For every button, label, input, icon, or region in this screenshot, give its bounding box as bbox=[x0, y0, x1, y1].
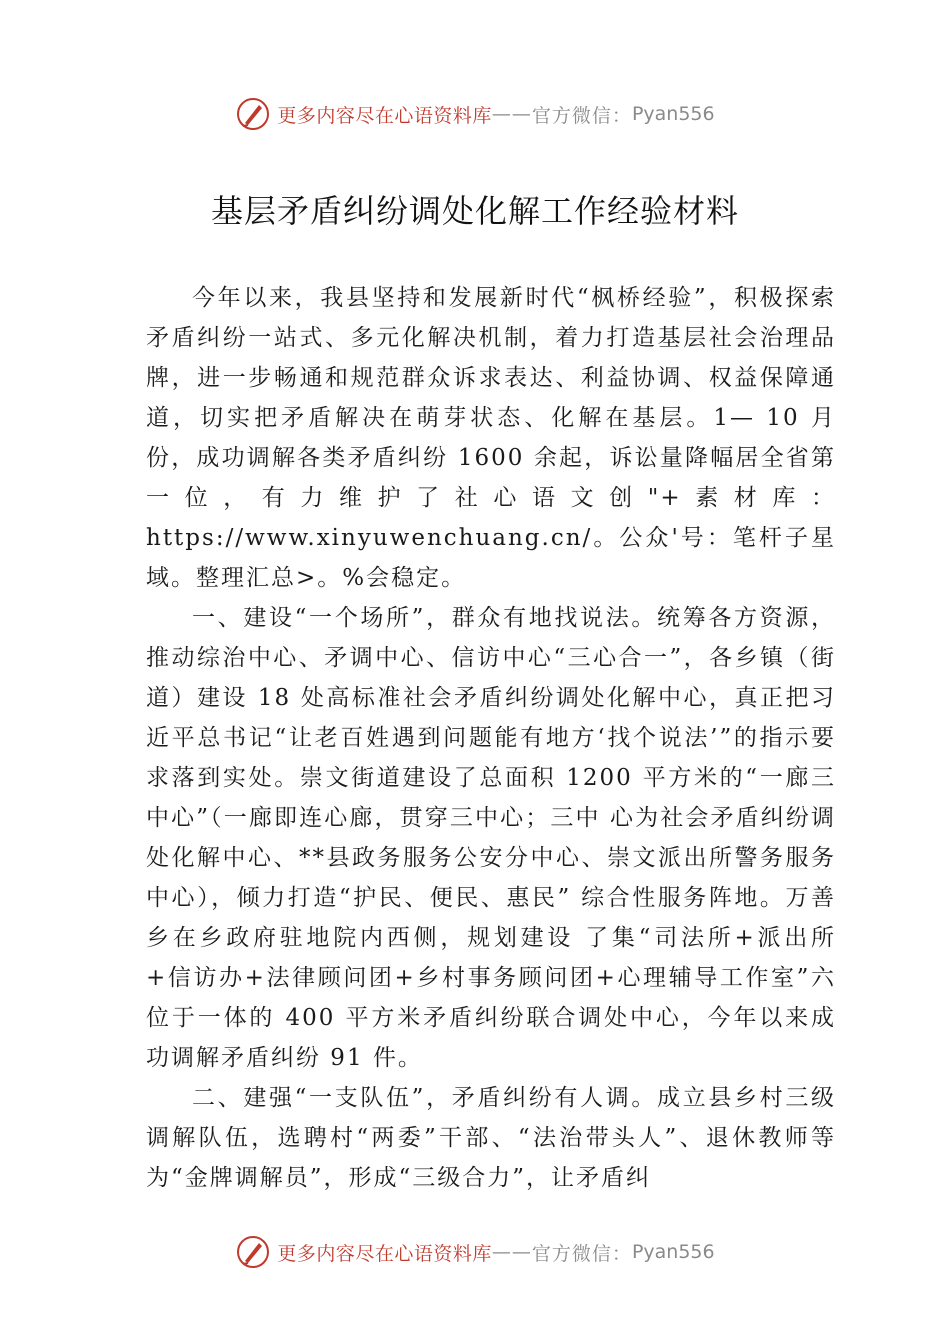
watermark-wechat-label: 官方微信： bbox=[531, 1242, 632, 1265]
document-body bbox=[146, 278, 836, 1198]
document-title: 基层矛盾纠纷调处化解工作经验材料 bbox=[210, 192, 739, 230]
quill-logo-icon bbox=[235, 1234, 271, 1270]
watermark-dash: —— bbox=[491, 103, 532, 125]
watermark-banner-bottom bbox=[0, 1232, 950, 1272]
watermark-wechat-label: 官方微信： bbox=[531, 104, 632, 127]
watermark-wechat-id: Pyan556 bbox=[631, 103, 715, 125]
paragraph-one-venue: 一、建设“一个场所”，群众有地找说法。统筹各方资源，推动综治中心、矛调中心、信访中心“三心合一”，各乡镇（街道）建设 18 处高标准社会矛盾纠纷调处化解中心，真正把习近平总书记“让老百姓遇到问题能有地方‘找个说法’”的指示要求落到实处。崇文街道建设了总面积 1200 平方米的“一廊三中心”（一廊即连心廊，贯穿三中心；三中 心为社会矛盾纠纷调处化解中心、**县政务服务公安分中心、崇文派出所警务服务中心），倾力打造“护民、便民、惠民” 综合性服务阵地。万善乡在乡政府驻地院内西侧，规划建设 了集“司法所+派出所+信访办+法律顾问团+乡村事务顾问团+心理辅导工作室”六位于一体的 400 平方米矛盾纠纷联合调处中心，今年以来成功调解矛盾纠纷 91 件。 bbox=[146, 605, 836, 1071]
paragraph-intro: 今年以来，我县坚持和发展新时代“枫桥经验”，积极探索矛盾纠纷一站式、多元化解决机制，着力打造基层社会治理品牌，进一步畅通和规范群众诉求表达、利益协调、权益保障通道，切实把矛盾解决在萌芽状态、化解在基层。1— 10 月份，成功调解各类矛盾纠纷 1600 余起，诉讼量降幅居全省第一位，有力维护了社心语文创"+素材库：https://www.xinyuwenchuang.cn/。公众'号：笔杆子星域。整理汇总>。%会稳定。 bbox=[146, 285, 836, 591]
watermark-dash: —— bbox=[491, 1241, 532, 1263]
watermark-wechat-id: Pyan556 bbox=[631, 1241, 715, 1263]
watermark-site-name: 更多内容尽在心语资料库 bbox=[277, 1242, 492, 1265]
watermark-site-name: 更多内容尽在心语资料库 bbox=[277, 104, 492, 127]
paragraph-two-team: 二、建强“一支队伍”，矛盾纠纷有人调。成立县乡村三级调解队伍，选聘村“两委”干部、“法治带头人”、退休教师等为“金牌调解员”，形成“三级合力”，让矛盾纠 bbox=[146, 1085, 836, 1191]
watermark-banner-top bbox=[0, 94, 950, 134]
quill-logo-icon bbox=[235, 96, 271, 132]
